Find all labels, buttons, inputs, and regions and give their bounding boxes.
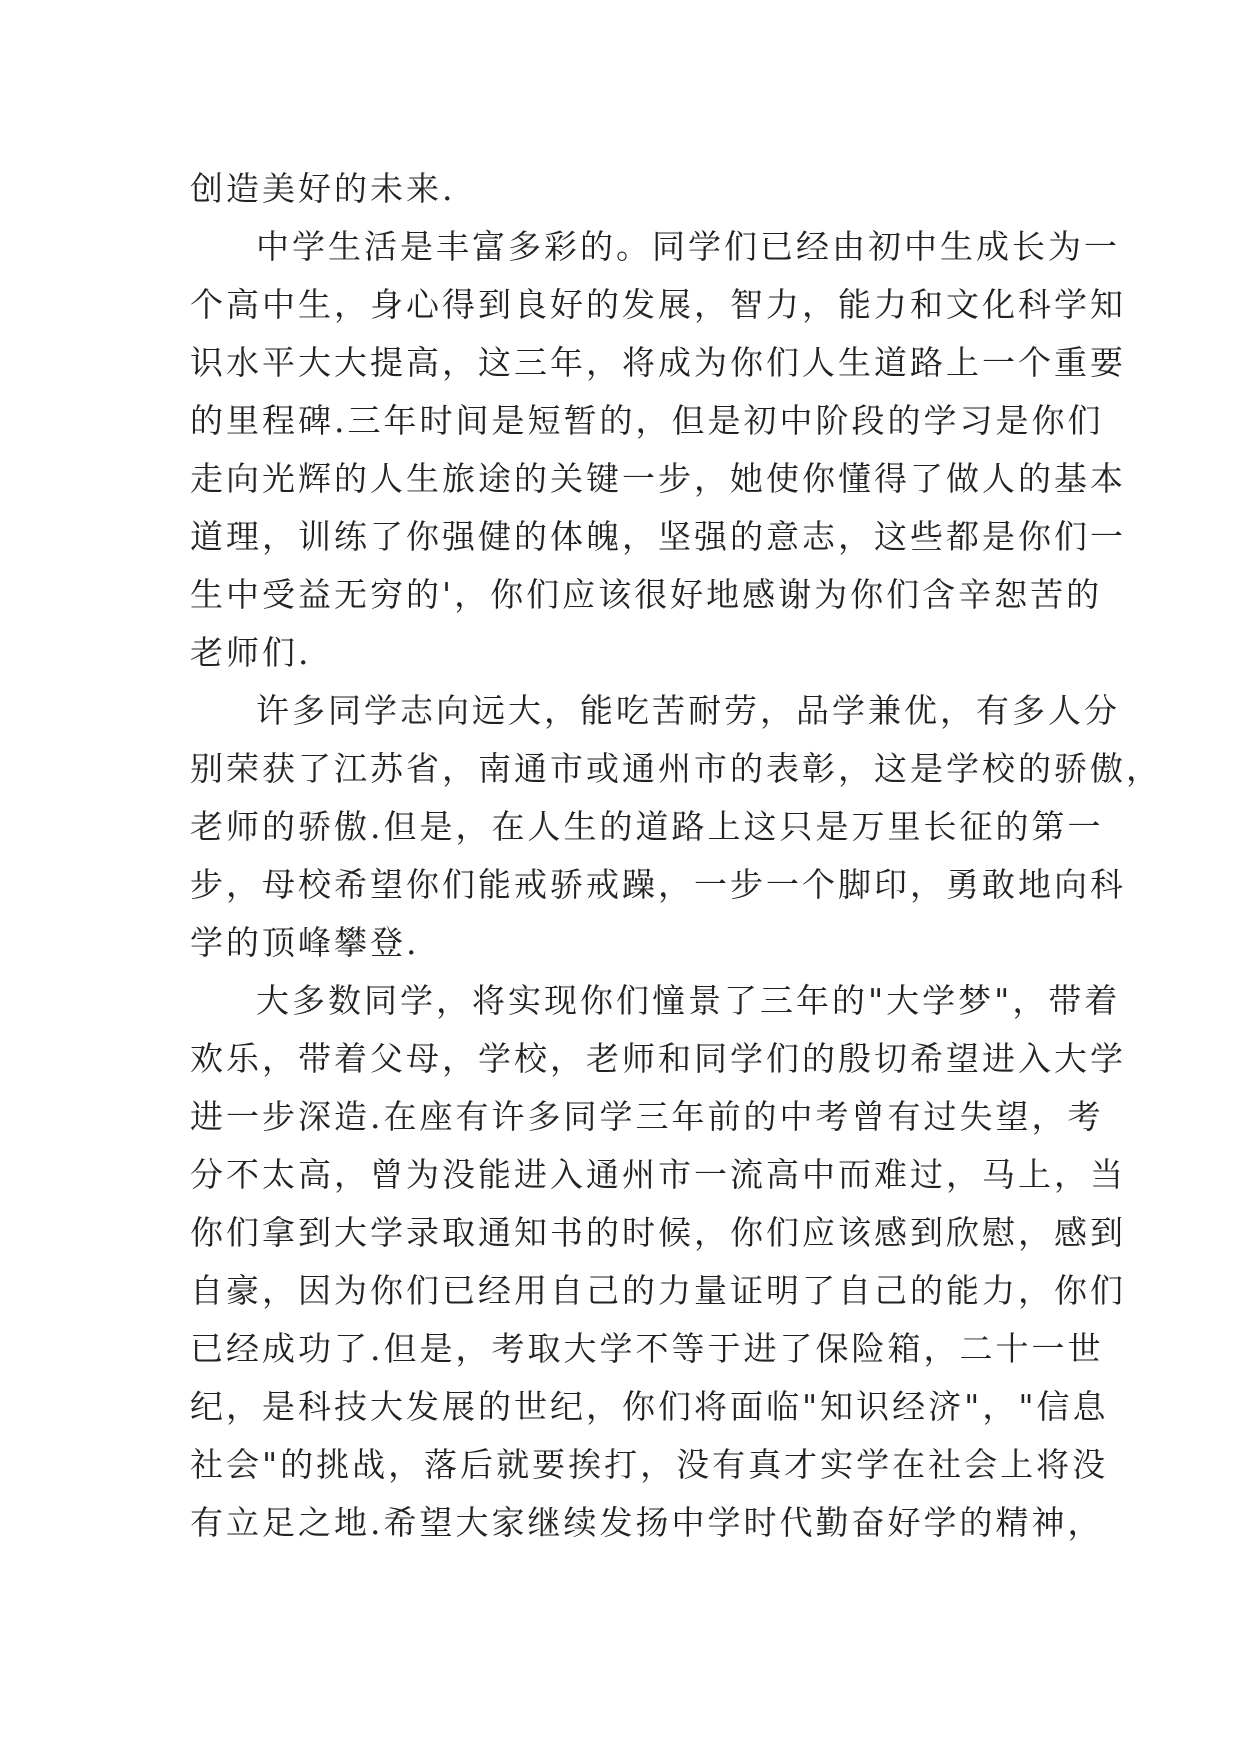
- text-line: 分不太高，曾为没能进入通州市一流高中而难过，马上，当: [190, 1155, 1126, 1194]
- text-line: 走向光辉的人生旅途的关键一步，她使你懂得了做人的基本: [190, 459, 1126, 498]
- text-line: 个高中生，身心得到良好的发展，智力，能力和文化科学知: [190, 285, 1126, 324]
- text-line: 步，母校希望你们能戒骄戒躁，一步一个脚印，勇敢地向科: [190, 865, 1126, 904]
- text-line: 别荣获了江苏省，南通市或通州市的表彰，这是学校的骄傲，: [190, 749, 1162, 788]
- paragraph-1: [190, 160, 1060, 218]
- text-line: 纪，是科技大发展的世纪，你们将面临"知识经济"，"信息: [190, 1387, 1109, 1426]
- text-line: 识水平大大提高，这三年，将成为你们人生道路上一个重要: [190, 343, 1126, 382]
- text-line: 许多同学志向远大，能吃苦耐劳，品学兼优，有多人分: [256, 691, 1120, 730]
- paragraph-3: [190, 682, 1162, 972]
- document-body: [190, 160, 1162, 1552]
- text-line: 的里程碑.三年时间是短暂的，但是初中阶段的学习是你们: [190, 401, 1104, 440]
- text-line: 进一步深造.在座有许多同学三年前的中考曾有过失望，考: [190, 1097, 1104, 1136]
- text-line: 生中受益无穷的'，你们应该很好地感谢为你们含辛恕苦的: [190, 575, 1103, 614]
- text-line: 你们拿到大学录取通知书的时候，你们应该感到欣慰，感到: [190, 1213, 1126, 1252]
- text-line: 老师们.: [190, 633, 312, 672]
- text-line: 已经成功了.但是，考取大学不等于进了保险箱，二十一世: [190, 1329, 1104, 1368]
- text-line: 道理，训练了你强健的体魄，坚强的意志，这些都是你们一: [190, 517, 1126, 556]
- text-line: 学的顶峰攀登.: [190, 923, 420, 962]
- paragraph-4: [190, 972, 1126, 1552]
- text-line: 中学生活是丰富多彩的。同学们已经由初中生成长为一: [256, 227, 1120, 266]
- text-line: 老师的骄傲.但是，在人生的道路上这只是万里长征的第一: [190, 807, 1104, 846]
- text-line: 欢乐，带着父母，学校，老师和同学们的殷切希望进入大学: [190, 1039, 1126, 1078]
- text-line: 社会"的挑战，落后就要挨打，没有真才实学在社会上将没: [190, 1445, 1109, 1484]
- text-line: 大多数同学，将实现你们憧景了三年的"大学梦"，带着: [256, 981, 1121, 1020]
- paragraph-2: [190, 218, 1126, 682]
- text-line: 创造美好的未来.: [190, 169, 456, 208]
- text-line: 自豪，因为你们已经用自己的力量证明了自己的能力，你们: [190, 1271, 1126, 1310]
- text-line: 有立足之地.希望大家继续发扬中学时代勤奋好学的精神，: [190, 1503, 1104, 1542]
